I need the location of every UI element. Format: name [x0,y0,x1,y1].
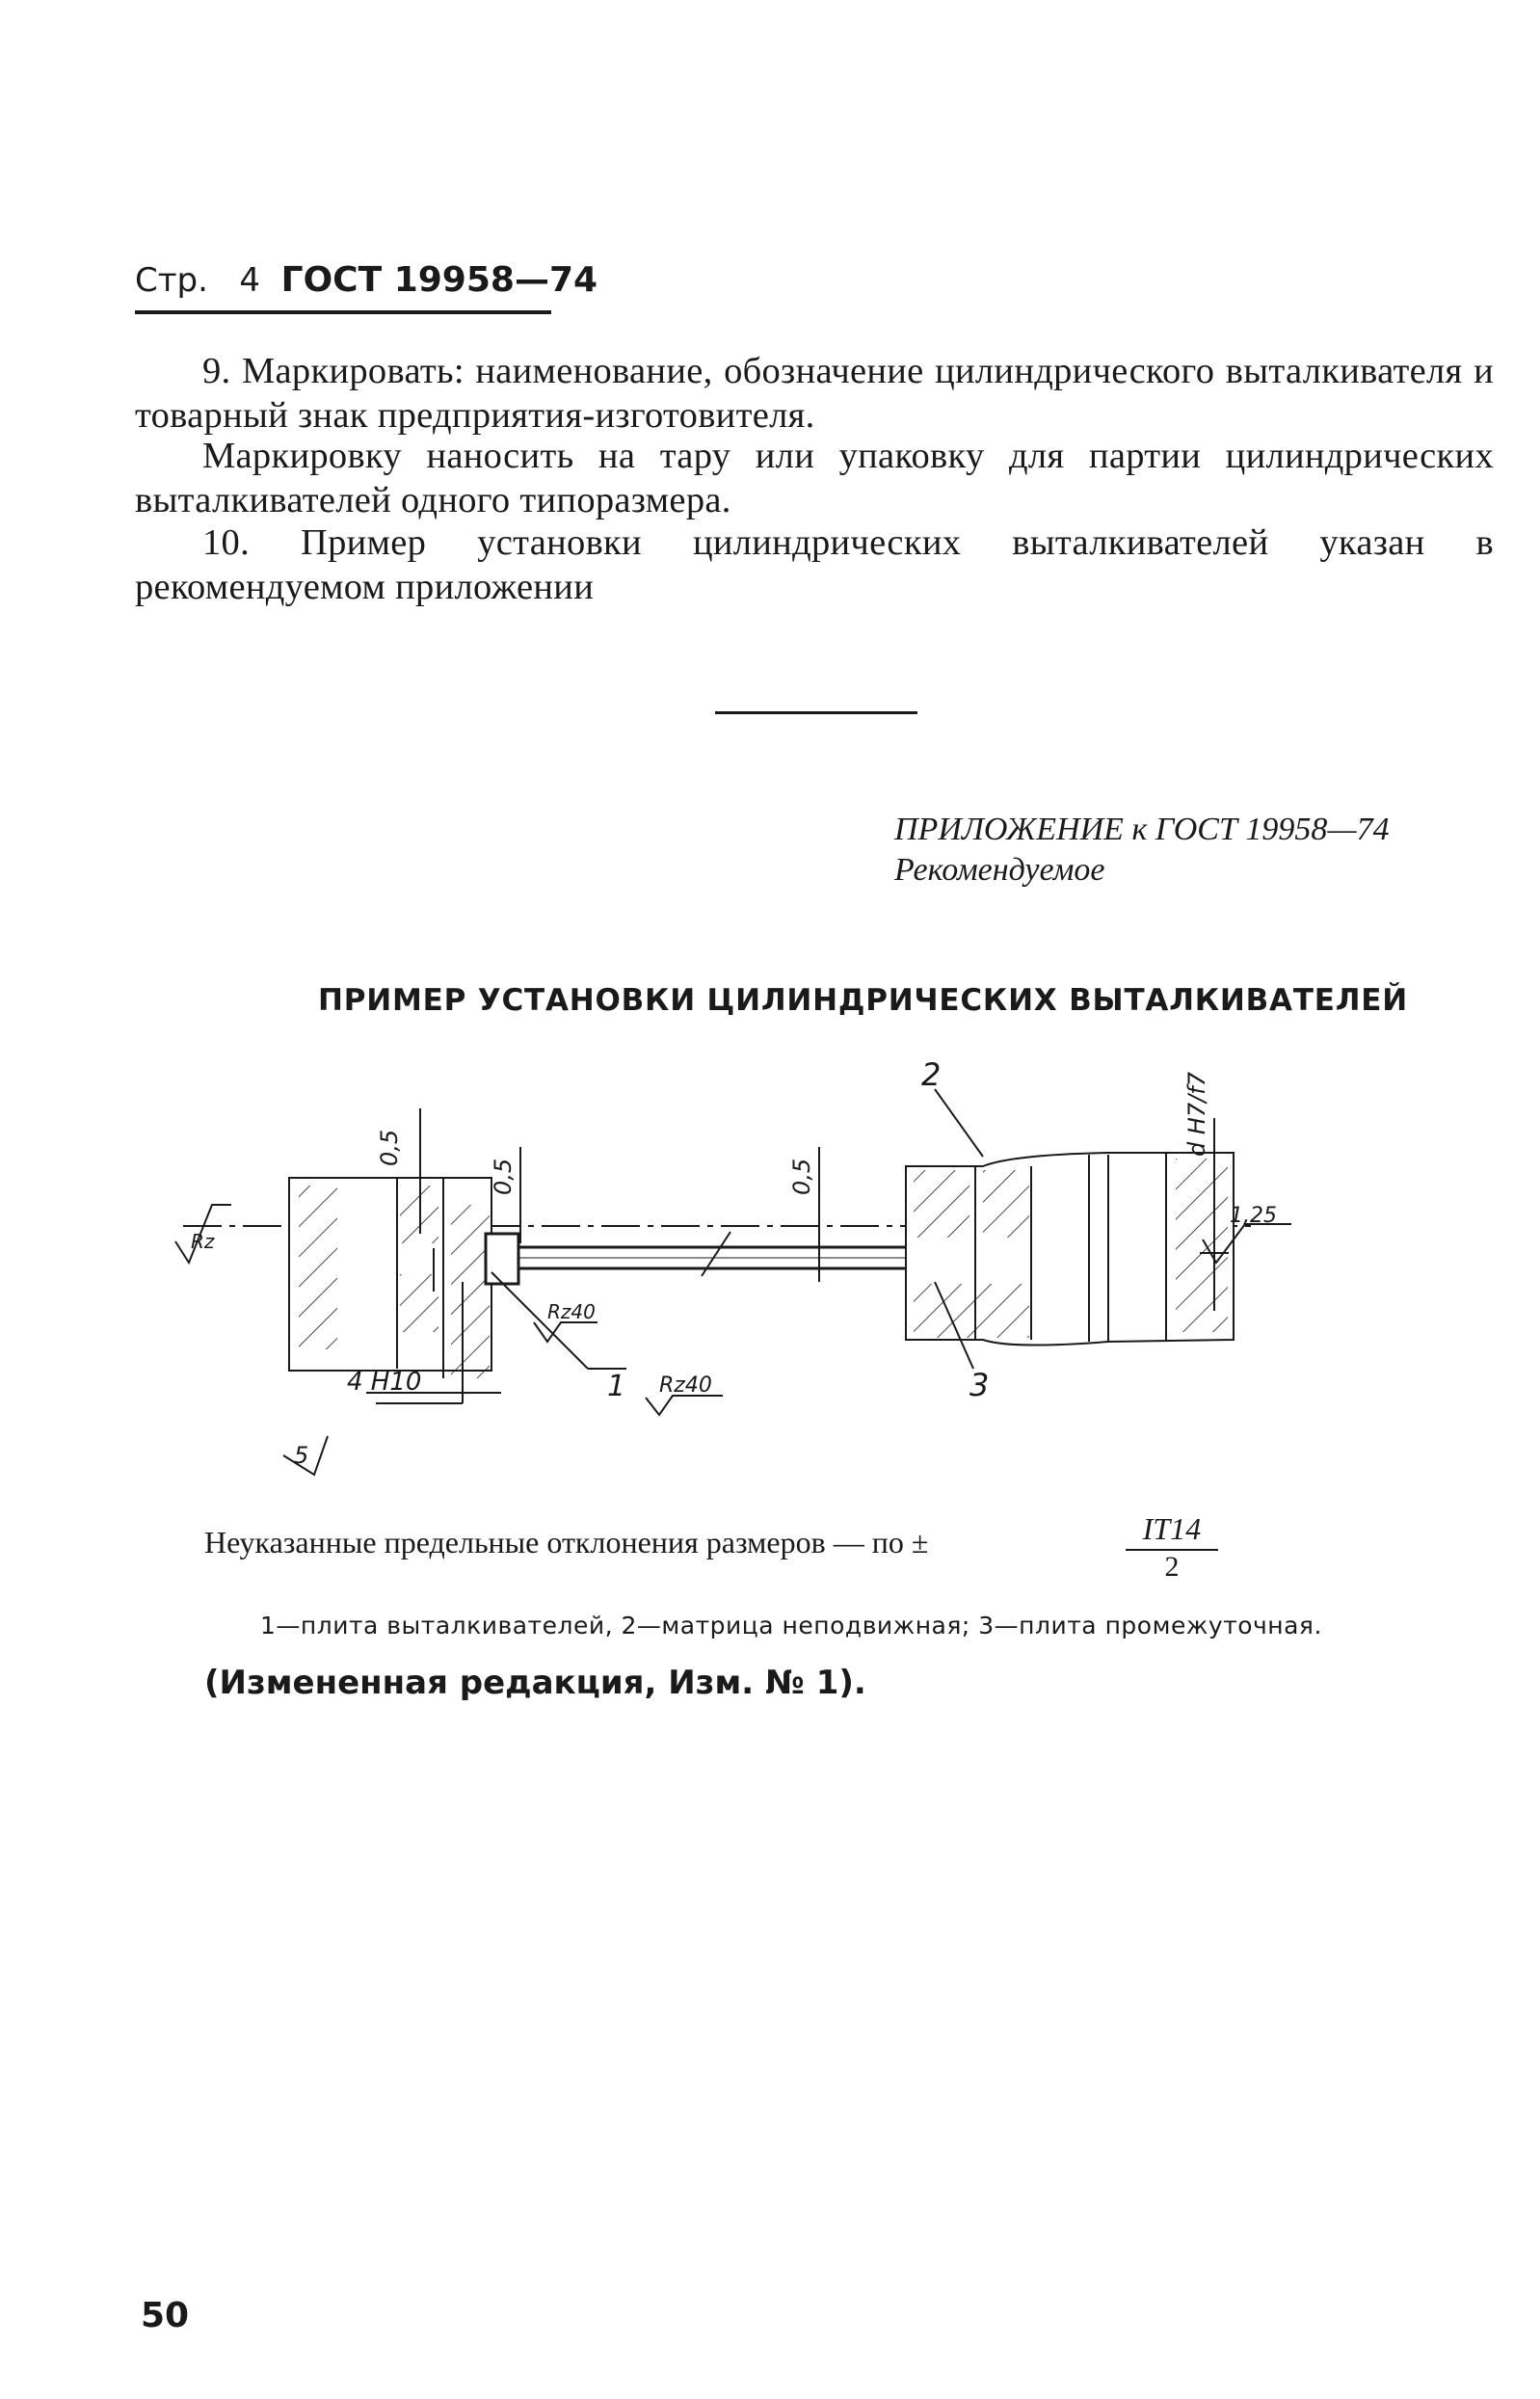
label-rz40-a: Rz40 [547,1300,596,1323]
label-pos-2: 2 [921,1056,942,1093]
paragraph-packaging: Маркировку наносить на тару или упаковку для партии цилиндрических выталкивателей одного типоразмера. [135,436,1494,520]
right-die-hatch-b [983,1170,1029,1238]
section-separator [715,711,917,714]
tolerance-numerator: IT14 [1126,1511,1218,1551]
label-rz40-b: Rz40 [659,1373,712,1398]
label-rz: Rz [191,1230,215,1253]
rough-rz40-b [646,1396,723,1415]
label-dim-05-left: 0,5 [376,1129,403,1166]
page-prefix: Стр. [135,261,208,300]
figure-legend: 1—плита выталкивателей, 2—матрица неподвижная; 3—плита промежуточная. [260,1612,1322,1639]
tolerance-denominator: 2 [1164,1551,1180,1583]
appendix-heading [894,810,1390,891]
figure-title: ПРИМЕР УСТАНОВКИ ЦИЛИНДРИЧЕСКИХ ВЫТАЛКИВАТЕЛЕЙ [318,983,1409,1018]
right-die-hatch-a [914,1170,969,1238]
page-number-footer: 50 [141,2296,190,2335]
standard-number: ГОСТ 19958—74 [280,260,598,300]
page-number-header: 4 [239,261,261,300]
label-pos-3: 3 [969,1367,990,1403]
label-dim-05-right: 0,5 [788,1158,815,1195]
appendix-title: ПРИЛОЖЕНИЕ к ГОСТ 19958—74 [894,812,1390,847]
label-dim-5: 5 [294,1442,309,1469]
right-die-hatch-d [1176,1159,1228,1332]
paragraph-marking: 9. Маркировать: наименование, обозначение цилиндрического выталкивателя и товарный знак предприятия-изготовителя. [135,351,1494,436]
appendix-status: Рекомендуемое [894,852,1105,888]
label-dim-05-mid: 0,5 [490,1158,517,1195]
label-fit: d H7/f7 [1183,1072,1210,1157]
ejector-head [486,1234,518,1284]
leader-2 [935,1089,983,1157]
installation-drawing [145,1051,1301,1494]
tolerance-note: Неуказанные предельные отклонения размеров — по ± [204,1525,929,1559]
left-plate-hatch-a [299,1186,337,1349]
left-plate-hatch-d [451,1205,490,1378]
right-die-hatch-c [914,1284,1029,1338]
page-header [135,260,597,300]
label-hole: 4 H10 [347,1368,422,1397]
label-pos-1: 1 [607,1370,626,1403]
paragraph-installation: 10. Пример установки цилиндрических выталкивателей указан в рекомендуемом приложении [135,522,1494,607]
label-rough-125: 1,25 [1230,1204,1277,1228]
tolerance-fraction [1126,1511,1218,1584]
amendment-note: (Измененная редакция, Изм. № 1). [204,1664,866,1702]
header-rule [135,310,551,314]
